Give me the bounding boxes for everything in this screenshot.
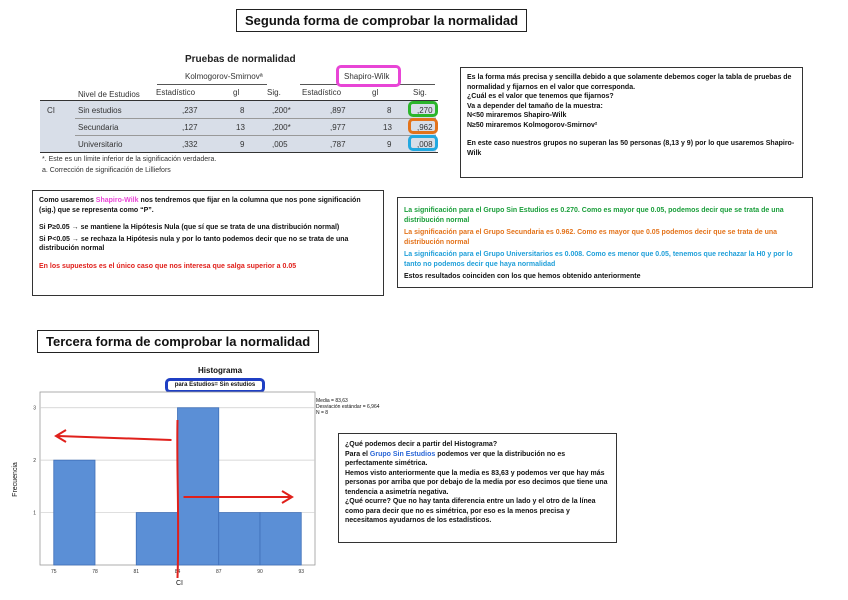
table-cell: ,237	[182, 106, 198, 115]
note-secundaria: La significación para el Grupo Secundaria es 0.962. Como es mayor que 0.05 podemos decir que se trata de una distribución normal	[404, 229, 778, 246]
table-footnote: a. Corrección de significación de Lilliefors	[42, 167, 171, 174]
group-header-ks: Kolmogorov-Smirnovª	[185, 72, 263, 81]
note-highlight: Grupo Sin Estudios	[369, 450, 436, 458]
note-highlight: Shapiro-Wilk	[95, 197, 139, 204]
histogram-subtitle: para Estudios= Sin estudios	[165, 378, 265, 393]
header-sw-gl: gl	[372, 88, 379, 97]
header-ks-stat: Estadístico	[156, 88, 196, 97]
row-label-ci: CI	[47, 106, 55, 115]
histogram-bar	[219, 513, 260, 565]
x-tick-label: 81	[133, 569, 140, 575]
table-row-level: Secundaria	[78, 123, 119, 132]
section-title-segunda: Segunda forma de comprobar la normalidad	[236, 9, 527, 32]
note-text: nos tendremos que fijar en la columna que nos pone significación (sig.) que se representa como “P”.	[39, 197, 361, 214]
note-text: podemos ver que la distribución no es perfectamente simétrica.	[345, 450, 566, 467]
x-tick-label: 90	[257, 569, 263, 575]
table-cell: ,897	[330, 106, 346, 115]
table-cell: ,787	[330, 140, 346, 149]
x-tick-label: 78	[92, 569, 98, 575]
y-tick-label: 2	[33, 458, 36, 465]
table-cell: 13	[383, 123, 392, 132]
histogram-bar	[260, 513, 301, 565]
stat-mean: Media = 83,63	[316, 398, 348, 404]
x-tick-label: 87	[215, 569, 222, 575]
note-line: En este caso nuestros grupos no superan las 50 personas (8,13 y 9) por lo que usaremos Shapiro-Wilk	[467, 140, 795, 157]
table-cell: ,005	[272, 140, 288, 149]
header-nivel: Nivel de Estudios	[78, 90, 140, 99]
table-cell: 13	[236, 123, 245, 132]
note-universitarios: La significación para el Grupo Universitarios es 0.008. Como es menor que 0.05, tenemos que rechazar la H0 y por lo tanto no podemos decir que haya normalidad	[404, 251, 793, 268]
table-cell: 8	[387, 106, 392, 115]
note-sin-estudios: La significación para el Grupo Sin Estudios es 0.270. Como es mayor que 0.05, podemos decir que se trata de una distribución normal	[404, 207, 784, 224]
y-tick-label: 1	[33, 510, 36, 517]
note-line: N<50 miraremos Shapiro-Wilk	[467, 112, 567, 119]
note-line: ¿Qué podemos decir a partir del Histograma?	[345, 441, 498, 448]
histogram-bar	[54, 460, 95, 565]
table-cell: ,008	[417, 140, 433, 149]
table-cell: ,200*	[272, 106, 291, 115]
note-line: N≥50 miraremos Kolmogorov-Smirnov²	[467, 121, 598, 129]
header-sw-stat: Estadístico	[302, 88, 342, 97]
table-cell: ,962	[417, 123, 433, 132]
table-row-level: Sin estudios	[78, 106, 122, 115]
note-text: Para el	[345, 450, 370, 458]
x-tick-label: 93	[298, 569, 305, 575]
note-text: Si P≥0.05 → se mantiene la Hipótesis Nula (que sí que se trata de una distribución normal)	[39, 224, 340, 231]
table-cell: 9	[387, 140, 392, 149]
table-cell: ,977	[330, 123, 346, 132]
table-cell: ,332	[182, 140, 198, 149]
table-cell: 8	[240, 106, 245, 115]
x-tick-label: 84	[174, 569, 181, 575]
histogram-bar	[136, 513, 177, 565]
header-sw-sig: Sig.	[413, 88, 427, 97]
table-cell: ,127	[182, 123, 198, 132]
note-line: Es la forma más precisa y sencilla debido a que solamente debemos coger la tabla de pruebas de normalidad y fijarnos en el valor que corresponda.	[467, 74, 792, 91]
stat-n: N = 8	[316, 410, 329, 416]
note-line: Hemos visto anteriormente que la media es 83,63 y podemos ver que hay más personas por arriba que por debajo de la media por eso decimos que tiene una tendencia a asimetría negativa.	[345, 469, 608, 496]
table-footnote: *. Este es un límite inferior de la significación verdadera.	[42, 156, 217, 163]
y-tick-label: 3	[33, 405, 36, 412]
histogram-ylabel: Frecuencia	[11, 462, 19, 497]
note-line: Va a depender del tamaño de la muestra:	[467, 102, 603, 110]
table-row-level: Universitario	[78, 140, 123, 149]
x-tick-label: 75	[50, 569, 57, 575]
note-conclusion: Estos resultados coinciden con los que hemos obtenido anteriormente	[404, 273, 641, 280]
histogram-note	[338, 433, 617, 543]
note-warning: En los supuestos es el único caso que nos interesa que salga superior a 0.05	[39, 262, 297, 270]
header-ks-gl: gl	[233, 88, 240, 97]
histogram-title: Histograma	[198, 366, 243, 375]
histogram-xlabel: CI	[176, 580, 183, 587]
table-title: Pruebas de normalidad	[185, 54, 296, 65]
table-cell: ,270	[417, 106, 433, 115]
group-header-sw: Shapiro-Wilk	[344, 72, 390, 81]
table-cell: ,200*	[272, 123, 291, 132]
note-text: Si P<0.05 → se rechaza la Hipótesis nula y por lo tanto podemos decir que no se trata de una distribución normal	[39, 235, 349, 252]
section-title-tercera: Tercera forma de comprobar la normalidad	[37, 330, 319, 353]
header-ks-sig: Sig.	[267, 88, 281, 97]
note-text: Como usaremos	[39, 197, 96, 204]
stat-sd: Desviación estándar = 6,964	[316, 404, 380, 410]
note-line: ¿Cuál es el valor que tenemos que fijarnos?	[467, 93, 614, 100]
mean-line-annotation	[177, 420, 178, 578]
table-cell: 9	[240, 140, 245, 149]
histogram-bar	[178, 408, 219, 565]
note-line: ¿Qué ocurre? Que no hay tanta diferencia entre un lado y el otro de la línea como para decir que no es simétrica, por eso es la menos precisa y necesitamos ayudarnos de los estadísticos.	[345, 498, 596, 524]
